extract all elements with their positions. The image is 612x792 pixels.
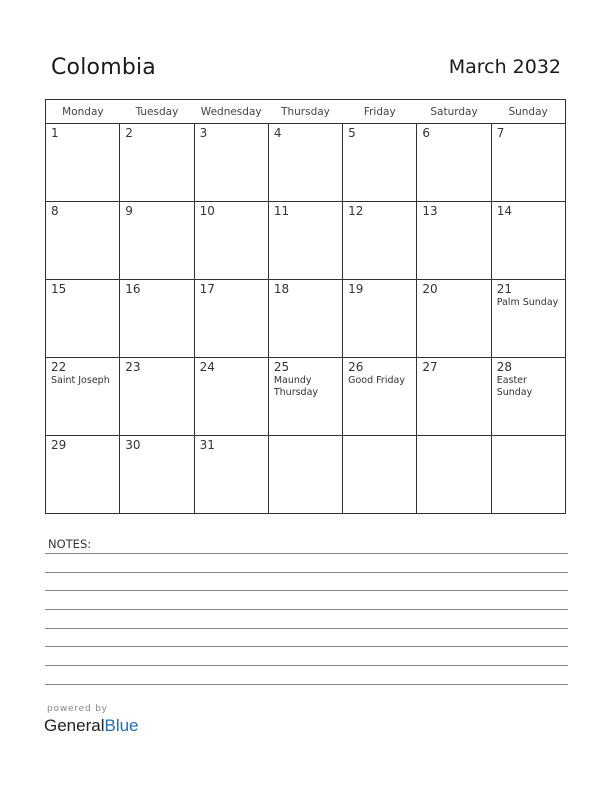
notes-line [45, 665, 568, 666]
day-number: 16 [125, 282, 141, 296]
day-cell [194, 202, 268, 280]
day-cell [417, 280, 491, 358]
week-row [46, 124, 566, 202]
day-cell [120, 280, 194, 358]
country-title: Colombia [51, 55, 156, 80]
day-number: 21 [496, 282, 512, 296]
day-cell [120, 202, 194, 280]
day-number: 18 [273, 282, 290, 296]
day-cell [268, 280, 342, 358]
weekday-header-row [46, 100, 566, 124]
day-number: 10 [199, 204, 215, 218]
day-number: 9 [125, 204, 133, 218]
day-number: 26 [348, 360, 364, 374]
powered-by-text: powered by [47, 704, 108, 714]
day-number: 4 [273, 126, 282, 140]
day-cell [491, 202, 565, 280]
day-cell [343, 202, 417, 280]
day-number: 22 [51, 360, 67, 374]
day-cell [46, 202, 120, 280]
day-cell [194, 280, 268, 358]
weekday-header: Monday [46, 100, 120, 124]
day-cell [268, 202, 342, 280]
day-cell [46, 280, 120, 358]
notes-line [45, 684, 568, 685]
holiday-label: Maundy Thursday [273, 375, 319, 398]
day-cell [194, 358, 268, 436]
day-cell [417, 124, 491, 202]
day-cell [120, 124, 194, 202]
day-number: 31 [199, 438, 215, 452]
day-cell [417, 358, 491, 436]
day-cell [46, 124, 120, 202]
holiday-label: Saint Joseph [51, 375, 110, 386]
day-cell [120, 436, 194, 514]
notes-line [45, 553, 568, 554]
holiday-label: Good Friday [348, 375, 405, 386]
day-number: 14 [496, 204, 512, 218]
day-number: 20 [422, 282, 438, 296]
weekday-header: Wednesday [194, 100, 268, 124]
day-number: 25 [273, 360, 290, 374]
logo-blue-text: Blue [104, 716, 139, 735]
day-cell [194, 436, 268, 514]
day-cell [194, 124, 268, 202]
day-number: 19 [348, 282, 364, 296]
day-cell [491, 124, 565, 202]
day-cell [491, 280, 565, 358]
notes-line [45, 572, 568, 573]
generalblue-logo [44, 716, 139, 736]
day-number: 13 [422, 204, 438, 218]
day-cell [268, 124, 342, 202]
day-cell [343, 280, 417, 358]
notes-line [45, 628, 568, 629]
day-cell [46, 436, 120, 514]
weekday-header: Saturday [417, 100, 491, 124]
day-cell [417, 202, 491, 280]
day-number: 29 [51, 438, 67, 452]
day-number: 11 [273, 204, 290, 218]
day-cell [46, 358, 120, 436]
day-cell [120, 358, 194, 436]
day-cell [417, 436, 491, 514]
notes-label: NOTES: [48, 537, 92, 551]
day-number: 17 [199, 282, 215, 296]
day-number: 5 [348, 126, 356, 140]
holiday-label: Easter Sunday [496, 375, 533, 398]
day-cell [268, 358, 342, 436]
day-number: 12 [348, 204, 364, 218]
notes-line [45, 609, 568, 610]
day-cell [491, 436, 565, 514]
logo-general-text: General [44, 716, 105, 735]
weekday-header: Tuesday [120, 100, 194, 124]
day-number: 2 [125, 126, 133, 140]
day-number: 15 [51, 282, 67, 296]
day-number: 7 [496, 126, 505, 140]
day-cell [268, 436, 342, 514]
month-year-title: March 2032 [448, 56, 561, 78]
day-number: 27 [422, 360, 438, 374]
day-number: 3 [199, 126, 208, 140]
week-row [46, 202, 566, 280]
week-row [46, 280, 566, 358]
day-number: 28 [496, 360, 512, 374]
weekday-header: Thursday [268, 100, 342, 124]
notes-line [45, 590, 568, 591]
week-row [46, 436, 566, 514]
day-cell [343, 358, 417, 436]
day-cell [491, 358, 565, 436]
holiday-label: Palm Sunday [496, 297, 559, 308]
day-number: 6 [422, 126, 431, 140]
day-number: 30 [125, 438, 141, 452]
day-number: 24 [199, 360, 215, 374]
day-number: 8 [51, 204, 59, 218]
weekday-header: Sunday [491, 100, 565, 124]
weekday-header: Friday [343, 100, 417, 124]
day-number: 23 [125, 360, 141, 374]
week-row [46, 358, 566, 436]
day-cell [343, 124, 417, 202]
calendar-grid [45, 99, 566, 514]
notes-line [45, 646, 568, 647]
day-cell [343, 436, 417, 514]
day-number: 1 [51, 126, 59, 140]
